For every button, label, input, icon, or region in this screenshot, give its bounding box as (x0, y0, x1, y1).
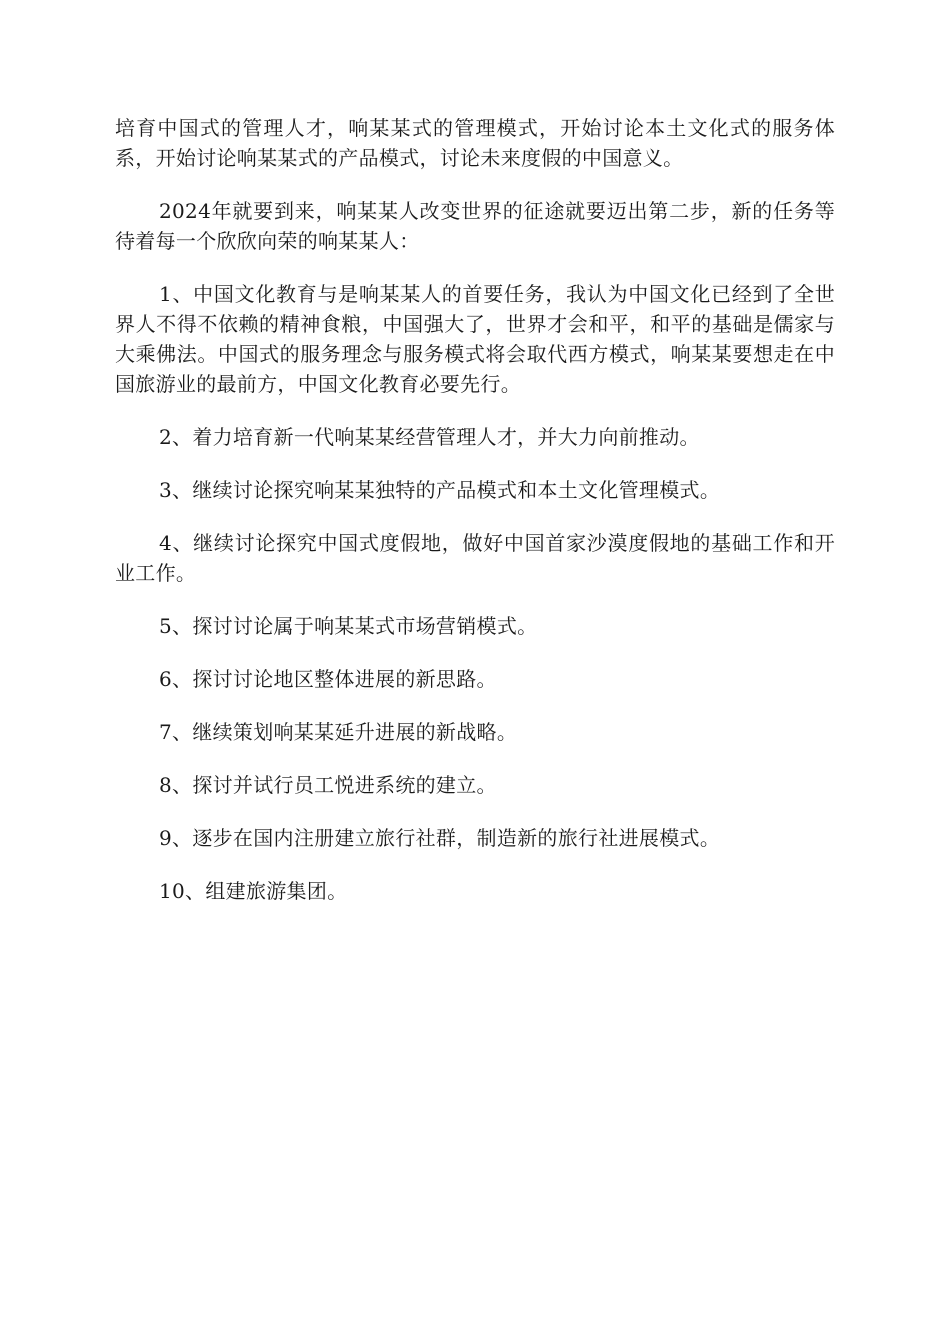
list-item-4: 4、继续讨论探究中国式度假地，做好中国首家沙漠度假地的基础工作和开业工作。 (115, 531, 835, 585)
list-item-10: 10、组建旅游集团。 (159, 879, 348, 903)
list-item-5: 5、探讨讨论属于响某某式市场营销模式。 (159, 614, 538, 638)
list-item-1: 1、中国文化教育与是响某某人的首要任务，我认为中国文化已经到了全世界人不得不依赖的精神食粮，中国强大了，世界才会和平，和平的基础是儒家与大乘佛法。中国式的服务理念与服务模式将会取代西方模式，响某某要想走在中国旅游业的最前方，中国文化教育必要先行。 (115, 282, 835, 396)
list-item-8: 8、探讨并试行员工悦进系统的建立。 (159, 773, 497, 797)
document-body (115, 113, 835, 929)
list-item-9: 9、逐步在国内注册建立旅行社群，制造新的旅行社进展模式。 (159, 826, 721, 850)
paragraph-new-tasks: 2024年就要到来，响某某人改变世界的征途就要迈出第二步，新的任务等待着每一个欣欣向荣的响某某人： (115, 199, 835, 253)
list-item-2: 2、着力培育新一代响某某经营管理人才，并大力向前推动。 (159, 425, 700, 449)
list-item-7: 7、继续策划响某某延升进展的新战略。 (159, 720, 518, 744)
paragraph-intro-continuation: 培育中国式的管理人才，响某某式的管理模式，开始讨论本土文化式的服务体系，开始讨论响某某式的产品模式，讨论未来度假的中国意义。 (115, 116, 835, 170)
list-item-6: 6、探讨讨论地区整体进展的新思路。 (159, 667, 497, 691)
list-item-3: 3、继续讨论探究响某某独特的产品模式和本土文化管理模式。 (159, 478, 721, 502)
